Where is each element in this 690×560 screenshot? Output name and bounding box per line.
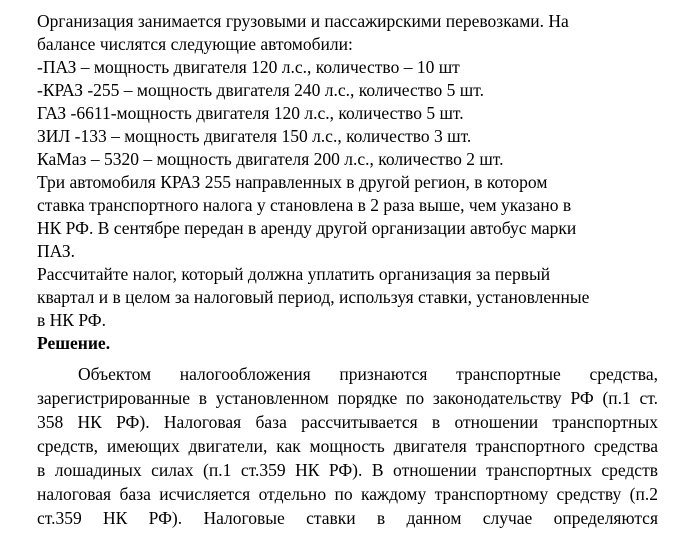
problem-statement — [37, 10, 677, 355]
solution-line: в лошадиных силах (п.1 ст.359 НК РФ). В отношении транспортных средств — [37, 460, 658, 480]
problem-line: НК РФ. В сентябре передан в аренду другой организации автобус марки — [37, 218, 577, 238]
problem-line: ГАЗ -6611-мощность двигателя 120 л.с., количество 5 шт. — [37, 103, 464, 123]
problem-line: -ПАЗ – мощность двигателя 120 л.с., количество – 10 шт — [37, 57, 460, 77]
problem-line: квартал и в целом за налоговый период, используя ставки, установленные — [37, 287, 590, 307]
problem-line: Три автомобиля КРАЗ 255 направленных в другой регион, в котором — [37, 172, 548, 192]
problem-line: -КРАЗ -255 – мощность двигателя 240 л.с., количество 5 шт. — [37, 80, 484, 100]
solution-heading: Решение. — [37, 333, 111, 353]
solution-line: ст.359 НК РФ). Налоговые ставки в данном случае определяются — [37, 508, 658, 528]
solution-line: Объектом налогообложения признаются транспортные средства, — [78, 364, 658, 384]
problem-line: балансе числятся следующие автомобили: — [37, 34, 353, 54]
problem-line: ПАЗ. — [37, 241, 75, 261]
problem-line: КаМаз – 5320 – мощность двигателя 200 л.с., количество 2 шт. — [37, 149, 504, 169]
solution-line: налоговая база исчисляется отдельно по каждому транспортному средству (п.2 — [37, 484, 658, 504]
solution-line: зарегистрированные в установленном порядке по законодательству РФ (п.1 ст. — [37, 388, 658, 408]
problem-line: Рассчитайте налог, который должна уплатить организация за первый — [37, 264, 551, 284]
problem-line: Организация занимается грузовыми и пассажирскими перевозками. На — [37, 11, 569, 31]
solution-text — [37, 362, 658, 536]
problem-line: в НК РФ. — [37, 310, 106, 330]
problem-line: ставка транспортного налога у становлена в 2 раза выше, чем указано в — [37, 195, 572, 215]
solution-line: средств, имеющих двигатели, как мощность двигателя транспортного средства — [37, 436, 658, 456]
solution-line: 358 НК РФ). Налоговая база рассчитывается в отношении транспортных — [37, 412, 658, 432]
problem-line: ЗИЛ -133 – мощность двигателя 150 л.с., количество 3 шт. — [37, 126, 472, 146]
